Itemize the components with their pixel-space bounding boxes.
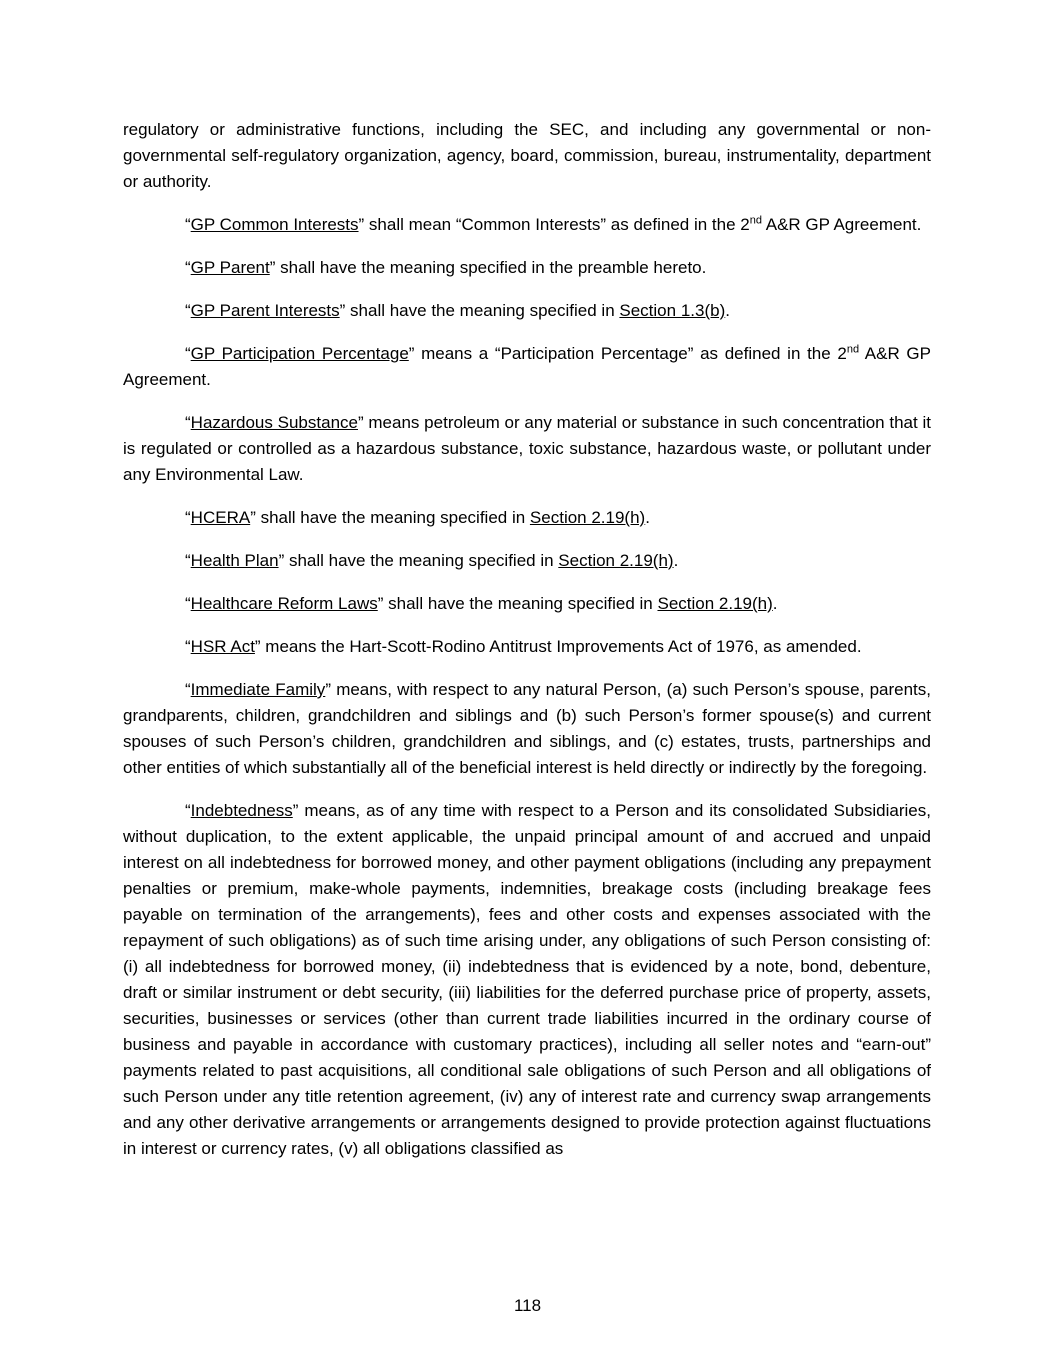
defined-term: Indebtedness <box>190 801 293 820</box>
text-run: “ <box>185 551 191 570</box>
page-number: 118 <box>513 1296 542 1315</box>
defined-term: GP Parent Interests <box>190 301 340 320</box>
text-run: regulatory or administrative functions, including the SEC, and including any governmental or non-governmental self-regulatory organization, agency, board, commission, bureau, instrumentality, department or authority. <box>123 120 931 191</box>
paragraph <box>123 117 931 195</box>
defined-term: Immediate Family <box>190 680 326 699</box>
text-run: “ <box>185 301 191 320</box>
superscript: nd <box>846 343 860 356</box>
text-run: “ <box>185 215 191 234</box>
text-run: “ <box>185 258 191 277</box>
text-run: ” shall have the meaning specified in <box>250 508 530 527</box>
paragraph <box>123 410 931 488</box>
text-run: ” means a “Participation Percentage” as defined in the 2 <box>408 344 847 363</box>
defined-term: Section 1.3(b) <box>619 301 726 320</box>
paragraph <box>123 798 931 1162</box>
defined-term: Hazardous Substance <box>190 413 358 432</box>
text-run: ” means the Hart-Scott-Rodino Antitrust Improvements Act of 1976, as amended. <box>254 637 862 656</box>
text-run: A&R GP Agreement. <box>761 215 922 234</box>
defined-term: HSR Act <box>190 637 255 656</box>
document-body <box>123 117 931 1162</box>
text-run: “ <box>185 508 191 527</box>
text-run: . <box>725 301 730 320</box>
paragraph <box>123 548 931 574</box>
paragraph <box>123 591 931 617</box>
superscript: nd <box>749 214 762 227</box>
defined-term: Section 2.19(h) <box>558 551 674 570</box>
text-run: . <box>772 594 778 613</box>
text-run: “ <box>185 637 191 656</box>
paragraph <box>123 677 931 781</box>
text-run: . <box>645 508 650 527</box>
paragraph <box>123 505 931 531</box>
text-run: ” shall have the meaning specified in <box>278 551 559 570</box>
text-run: “ <box>185 344 191 363</box>
paragraph <box>123 212 931 238</box>
text-run: ” shall have the meaning specified in <box>339 301 620 320</box>
defined-term: GP Parent <box>190 258 270 277</box>
defined-term: HCERA <box>190 508 251 527</box>
text-run: . <box>673 551 679 570</box>
defined-term: Section 2.19(h) <box>529 508 646 527</box>
text-run: “ <box>185 680 191 699</box>
defined-term: GP Participation Percentage <box>190 344 409 363</box>
text-run: ” shall mean “Common Interests” as defined in the 2 <box>358 215 750 234</box>
text-run: “ <box>185 801 191 820</box>
text-run: ” means, with respect to any natural Person, (a) such Person’s spouse, parents, grandparents, children, grandchildren and siblings and (b) such Person’s former spouse(s) and current spouses of such Person’s children, grandchildren and siblings, and (c) estates, trusts, partnerships and other entities of which substantially all of the beneficial interest is held directly or indirectly by the foregoing. <box>123 680 931 777</box>
paragraph <box>123 298 931 324</box>
text-run: ” means petroleum or any material or substance in such concentration that it is regulated or controlled as a hazardous substance, toxic substance, hazardous waste, or pollutant under any Environmental Law. <box>123 413 931 484</box>
text-run: “ <box>185 413 191 432</box>
paragraph <box>123 341 931 393</box>
paragraph <box>123 634 931 660</box>
text-run: “ <box>185 594 191 613</box>
defined-term: Health Plan <box>190 551 279 570</box>
paragraph <box>123 255 931 281</box>
text-run: A&R GP Agreement. <box>123 344 931 389</box>
text-run: ” shall have the meaning specified in <box>377 594 658 613</box>
defined-term: Healthcare Reform Laws <box>190 594 378 613</box>
text-run: ” shall have the meaning specified in the preamble hereto. <box>269 258 707 277</box>
defined-term: Section 2.19(h) <box>657 594 773 613</box>
text-run: ” means, as of any time with respect to a Person and its consolidated Subsidiaries, without duplication, to the extent applicable, the unpaid principal amount of and accrued and unpaid interest on all indebtedness for borrowed money, and other payment obligations (including any prepayment penalties or premium, make-whole payments, indemnities, breakage costs (including breakage fees payable on termination of the arrangements), fees and other costs and expenses associated with the repayment of such obligations) as of such time arising under, any obligations of such Person consisting of: (i) all indebtedness for borrowed money, (ii) indebtedness that is evidenced by a note, bond, debenture, draft or similar instrument or debt security, (iii) liabilities for the deferred purchase price of property, assets, securities, businesses or services (other than current trade liabilities incurred in the ordinary course of business and payable in accordance with customary practices), including all seller notes and “earn-out” payments related to past acquisitions, all conditional sale obligations of such Person and all obligations of such Person under any title retention agreement, (iv) any of interest rate and currency swap arrangements and any other derivative arrangements or arrangements designed to provide protection against fluctuations in interest or currency rates, (v) all obligations classified as <box>123 801 931 1158</box>
defined-term: GP Common Interests <box>190 215 359 234</box>
